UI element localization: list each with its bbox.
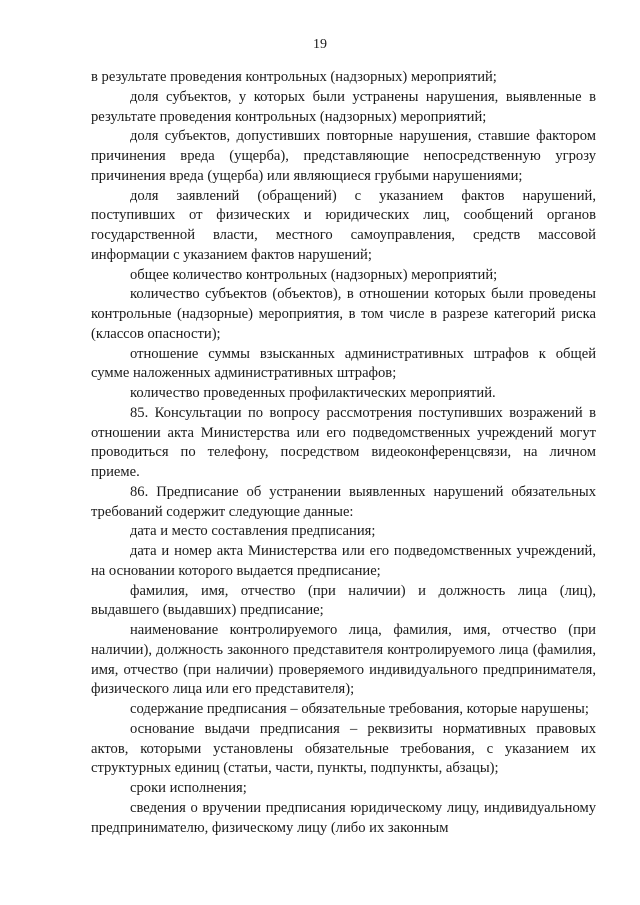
paragraph: фамилия, имя, отчество (при наличии) и должность лица (лиц), выдавшего (выдавших) предписание;: [91, 582, 596, 619]
paragraph: дата и место составления предписания;: [130, 523, 376, 540]
paragraph: доля заявлений (обращений) с указанием фактов нарушений, поступивших от физических и юридических лиц, сообщений органов государственной власти, местного самоуправления, средств массовой информации с указанием фактов нарушений;: [91, 187, 596, 263]
paragraph: количество субъектов (объектов), в отношении которых были проведены контрольные (надзорные) мероприятия, в том числе в разрезе категорий риска (классов опасности);: [91, 286, 596, 342]
paragraph-clause-86: 86. Предписание об устранении выявленных нарушений обязательных требований содержит следующие данные:: [91, 483, 596, 520]
paragraph: доля субъектов, у которых были устранены нарушения, выявленные в результате проведения контрольных (надзорных) мероприятий;: [91, 88, 596, 125]
paragraph: общее количество контрольных (надзорных) мероприятий;: [130, 266, 498, 283]
paragraph-continuation: в результате проведения контрольных (надзорных) мероприятий;: [91, 69, 497, 85]
paragraph: дата и номер акта Министерства или его подведомственных учреждений, на основании которого выдается предписание;: [91, 543, 596, 579]
paragraph: сведения о вручении предписания юридическому лицу, индивидуальному предпринимателю, физическому лицу (либо их законным: [91, 799, 596, 836]
paragraph: доля субъектов, допустивших повторные нарушения, ставшие фактором причинения вреда (ущерба), представляющие непосредственную угрозу причинения вреда (ущерба) или являющиеся грубыми нарушениями;: [91, 128, 596, 184]
paragraph: отношение суммы взысканных административных штрафов к общей сумме наложенных административных штрафов;: [91, 345, 596, 382]
document-body: [91, 68, 596, 838]
paragraph-clause-85: 85. Консультации по вопросу рассмотрения поступивших возражений в отношении акта Министерства или его подведомственных учреждений могут проводиться по телефону, посредством видеоконференцсвязи, на личном приеме.: [91, 404, 596, 480]
paragraph: основание выдачи предписания – реквизиты нормативных правовых актов, которыми установлены обязательные требования, с указанием их структурных единиц (статьи, части, пункты, подпункты, абзацы);: [91, 720, 596, 777]
page-number: 19: [313, 37, 327, 52]
paragraph: наименование контролируемого лица, фамилия, имя, отчество (при наличии), должность законного представителя контролируемого лица (фамилия, имя, отчество (при наличии) проверяемого индивидуального предпринимателя, физического лица или его представителя);: [91, 622, 596, 698]
paragraph: содержание предписания – обязательные требования, которые нарушены;: [130, 701, 589, 717]
paragraph: количество проведенных профилактических мероприятий.: [130, 385, 496, 401]
paragraph: сроки исполнения;: [130, 780, 247, 796]
